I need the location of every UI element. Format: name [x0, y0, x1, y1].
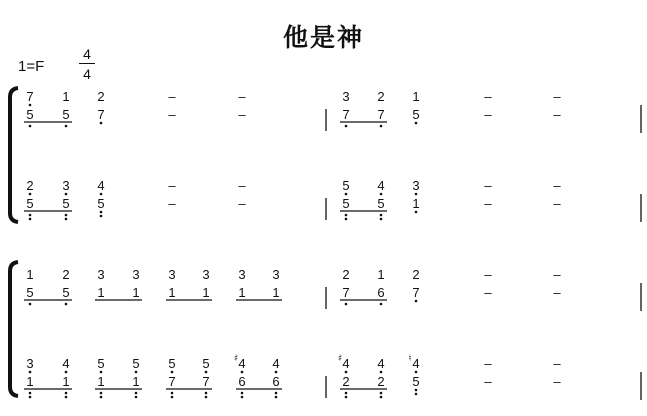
note-digit: 2	[377, 89, 385, 104]
octave-dot-low	[29, 392, 32, 395]
note-digit: 1	[62, 89, 70, 104]
rest-dash: –	[238, 196, 246, 211]
note-digit: 5	[202, 356, 210, 371]
note-digit: 1	[238, 285, 246, 300]
rest-dash: –	[238, 107, 246, 122]
time-signature-bottom: 4	[83, 66, 91, 82]
note-digit: 1	[97, 374, 105, 389]
note-digit: 1	[97, 285, 105, 300]
octave-dot-low	[135, 371, 138, 374]
octave-dot-low	[29, 396, 32, 399]
note-digit: 7	[377, 107, 385, 122]
octave-dot-low	[29, 214, 32, 217]
rest-dash: –	[484, 356, 492, 371]
rest-dash: –	[168, 178, 176, 193]
note-digit: 5	[342, 196, 350, 211]
octave-dot-low	[345, 125, 348, 128]
octave-dot-low	[241, 371, 244, 374]
note-digit: 3	[62, 178, 70, 193]
note-digit: 4	[377, 178, 385, 193]
note-digit: 5	[97, 356, 105, 371]
note-digit: 4	[97, 178, 105, 193]
octave-dot-low	[205, 396, 208, 399]
note-digit: 5	[62, 196, 70, 211]
note-digit: 5	[26, 285, 34, 300]
song-title: 他是神	[282, 23, 364, 52]
note-digit: 7	[97, 107, 105, 122]
note-digit: 4	[377, 356, 385, 371]
octave-dot-low	[171, 392, 174, 395]
note-digit: 1	[168, 285, 176, 300]
rest-dash: –	[553, 196, 561, 211]
octave-dot-low	[345, 392, 348, 395]
note-digit: 6	[377, 285, 385, 300]
note-digit: 5	[377, 196, 385, 211]
octave-dot-low	[345, 218, 348, 221]
note-digit: 7	[342, 107, 350, 122]
octave-dot-low	[241, 392, 244, 395]
accidental-mark: ♯	[337, 354, 343, 364]
note-digit: 5	[26, 107, 34, 122]
system-bracket	[10, 88, 18, 222]
note-digit: 3	[412, 178, 420, 193]
note-digit: 2	[342, 267, 350, 282]
octave-dot-low	[65, 396, 68, 399]
key-signature: 1=F	[18, 58, 45, 75]
octave-dot-low	[29, 218, 32, 221]
octave-dot-low	[65, 218, 68, 221]
rest-dash: –	[484, 267, 492, 282]
rest-dash: –	[484, 178, 492, 193]
note-digit: 1	[412, 89, 420, 104]
octave-dot-low	[380, 214, 383, 217]
note-digit: 5	[97, 196, 105, 211]
octave-dot-low	[380, 396, 383, 399]
octave-dot-low	[415, 122, 418, 125]
note-digit: 1	[62, 374, 70, 389]
note-digit: 2	[97, 89, 105, 104]
accidental-mark: ♯	[233, 354, 239, 364]
note-digit: 7	[412, 285, 420, 300]
note-digit: 2	[62, 267, 70, 282]
octave-dot-low	[380, 371, 383, 374]
octave-dot-low	[275, 396, 278, 399]
rest-dash: –	[238, 178, 246, 193]
note-digit: 1	[132, 285, 140, 300]
octave-dot-low	[275, 371, 278, 374]
octave-dot-low	[205, 371, 208, 374]
rest-dash: –	[168, 89, 176, 104]
rest-dash: –	[553, 356, 561, 371]
note-digit: 2	[342, 374, 350, 389]
rest-dash: –	[553, 89, 561, 104]
note-digit: 5	[412, 107, 420, 122]
octave-dot-low	[135, 392, 138, 395]
note-digit: 7	[342, 285, 350, 300]
octave-dot-low	[29, 303, 32, 306]
octave-dot-low	[100, 211, 103, 214]
note-digit: 1	[26, 374, 34, 389]
system-bracket	[10, 262, 18, 396]
note-digit: 1	[202, 285, 210, 300]
note-digit: 3	[168, 267, 176, 282]
octave-dot-low	[100, 122, 103, 125]
note-digit: 5	[62, 285, 70, 300]
octave-dot-low	[415, 389, 418, 392]
octave-dot-low	[171, 371, 174, 374]
octave-dot-low	[65, 125, 68, 128]
octave-dot-low	[345, 193, 348, 196]
rest-dash: –	[168, 107, 176, 122]
note-digit: 4	[412, 356, 420, 371]
rest-dash: –	[484, 196, 492, 211]
octave-dot-low	[100, 215, 103, 218]
octave-dot-low	[65, 371, 68, 374]
note-digit: 6	[272, 374, 280, 389]
rest-dash: –	[238, 89, 246, 104]
note-digit: 7	[26, 89, 34, 104]
note-digit: 4	[238, 356, 246, 371]
note-digit: 3	[132, 267, 140, 282]
octave-dot-low	[415, 300, 418, 303]
octave-dot-low	[415, 393, 418, 396]
rest-dash: –	[484, 285, 492, 300]
rest-dash: –	[553, 374, 561, 389]
octave-dot-low	[415, 211, 418, 214]
octave-dot-low	[100, 371, 103, 374]
octave-dot-low	[100, 193, 103, 196]
note-digit: 5	[26, 196, 34, 211]
note-digit: 7	[202, 374, 210, 389]
rest-dash: –	[484, 89, 492, 104]
note-digit: 5	[62, 107, 70, 122]
rest-dash: –	[168, 196, 176, 211]
octave-dot-low	[380, 392, 383, 395]
octave-dot-low	[65, 193, 68, 196]
octave-dot-low	[380, 218, 383, 221]
rest-dash: –	[553, 285, 561, 300]
octave-dot-low	[100, 392, 103, 395]
note-digit: 1	[377, 267, 385, 282]
octave-dot-low	[29, 125, 32, 128]
octave-dot-low	[380, 303, 383, 306]
time-signature-top: 4	[83, 46, 91, 62]
note-digit: 5	[342, 178, 350, 193]
note-digit: 2	[377, 374, 385, 389]
octave-dot-low	[100, 396, 103, 399]
octave-dot-low	[415, 371, 418, 374]
octave-dot-low	[29, 104, 32, 107]
octave-dot-low	[65, 214, 68, 217]
octave-dot-low	[345, 371, 348, 374]
note-digit: 5	[132, 356, 140, 371]
note-digit: 3	[26, 356, 34, 371]
rest-dash: –	[553, 178, 561, 193]
note-digit: 5	[168, 356, 176, 371]
octave-dot-low	[29, 193, 32, 196]
octave-dot-low	[65, 392, 68, 395]
octave-dot-low	[415, 193, 418, 196]
octave-dot-low	[380, 193, 383, 196]
rest-dash: –	[484, 107, 492, 122]
octave-dot-low	[65, 303, 68, 306]
octave-dot-low	[345, 303, 348, 306]
octave-dot-low	[135, 396, 138, 399]
note-digit: 3	[97, 267, 105, 282]
octave-dot-low	[345, 214, 348, 217]
note-digit: 2	[26, 178, 34, 193]
note-digit: 5	[412, 374, 420, 389]
note-digit: 1	[412, 196, 420, 211]
note-digit: 1	[132, 374, 140, 389]
note-digit: 4	[62, 356, 70, 371]
note-digit: 2	[412, 267, 420, 282]
octave-dot-low	[29, 371, 32, 374]
octave-dot-low	[241, 396, 244, 399]
rest-dash: –	[553, 107, 561, 122]
note-digit: 3	[342, 89, 350, 104]
note-digit: 4	[342, 356, 350, 371]
octave-dot-low	[171, 396, 174, 399]
note-digit: 3	[238, 267, 246, 282]
accidental-mark: ♮	[408, 354, 412, 364]
octave-dot-low	[380, 125, 383, 128]
note-digit: 3	[202, 267, 210, 282]
note-digit: 1	[26, 267, 34, 282]
note-digit: 7	[168, 374, 176, 389]
octave-dot-low	[205, 392, 208, 395]
note-digit: 3	[272, 267, 280, 282]
rest-dash: –	[553, 267, 561, 282]
octave-dot-low	[345, 396, 348, 399]
rest-dash: –	[484, 374, 492, 389]
note-digit: 6	[238, 374, 246, 389]
note-digit: 1	[272, 285, 280, 300]
note-digit: 4	[272, 356, 280, 371]
octave-dot-low	[275, 392, 278, 395]
